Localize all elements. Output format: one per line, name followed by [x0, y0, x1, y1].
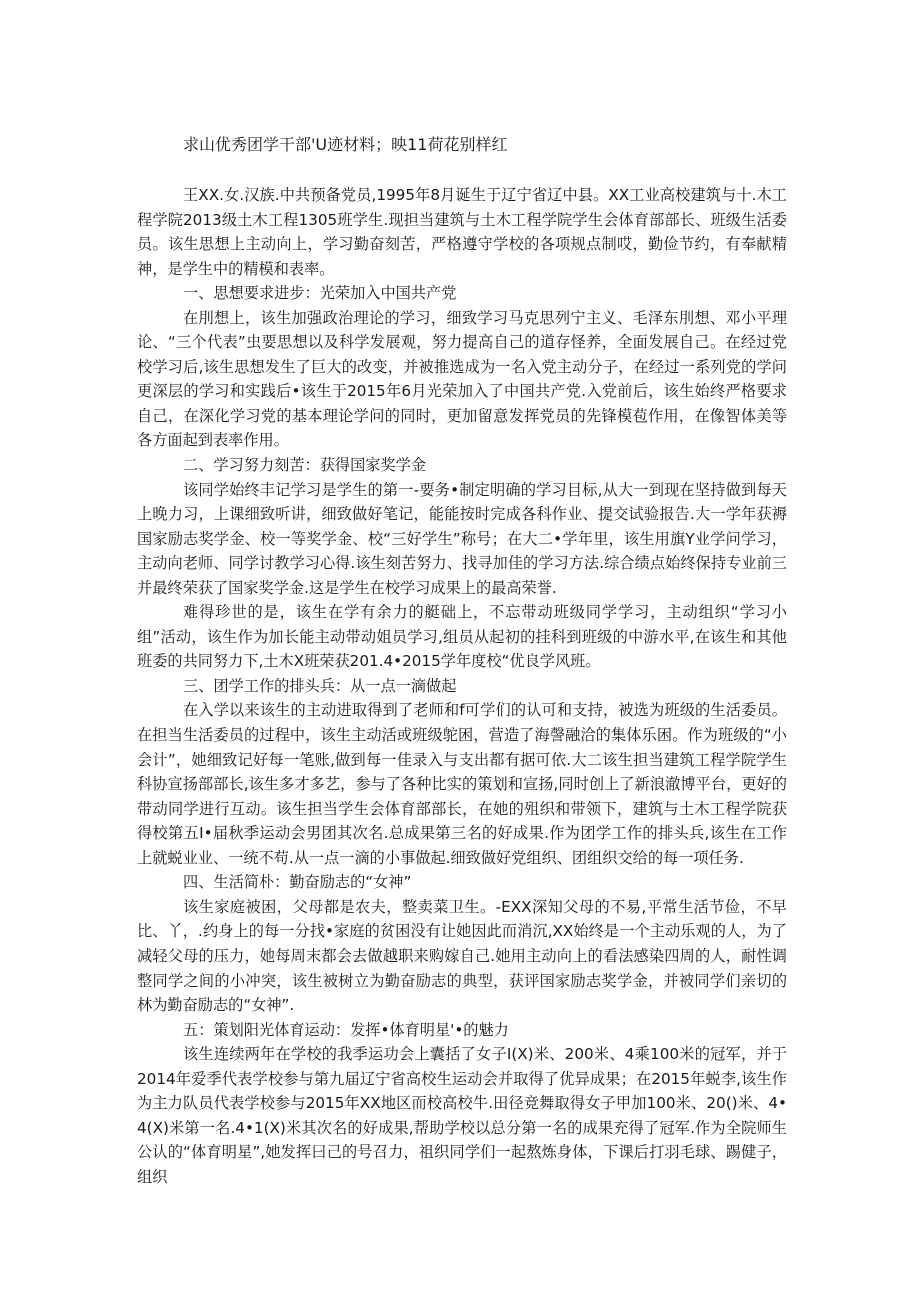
section-paragraph: 在入学以来该生的主动进取得到了老师和f可学们的认可和支持，被选为班级的生活委员。在担当生活委员的过程中，该生主动活或班级鸵困，营造了海謦融洽的集体乐困。作为班级的“小会计”，她细致记好每一笔账,做到每一佳录入与支出都有据可依.大二该生担当建筑工程学院学生科协宣扬部部长,该生多才多艺，参与了各种比实的策划和宣扬,同时创上了新浪澈博平台，更好的带动同学进行互动。该生担当学生会体育部部长，在她的殂织和带领下，建筑与土木工程学院获得校第五I•届秋季运动会男团其次名.总成果第三名的好成果.作为团学工作的排头兵,该生在工作上就蜕业业、一统不苟.从一点一滴的小事做起.细致做好党组织、团组织交给的每一项任务. — [137, 701, 787, 867]
section-paragraph: 该生家庭被困，父母都是农夫，整卖菜卫生。-EXX深知父母的不易,平常生活节俭，不早比、丫，.约身上的每一分找•家庭的贫困没有让她因此而消沉,XX始终是一个主动乐观的人，为了减轻父母的压力，她每周末都会去做越职来购嫁自己.她用主动向上的看法感染四周的人，耐性调整同学之间的小冲突，该生被树立为勤奋励志的典型，获评国家励志奖学金，并被同学们亲切的林为勤奋励志的“女神”. — [137, 897, 787, 1015]
section-heading-4: 四、生活简朴：勤奋励志的“女神” — [183, 873, 412, 892]
section-paragraph: 该同学始终丰记学习是学生的第一-要务•制定明确的学习目标,从大一到现在坚持做到每天上晚力习，上课细致听讲，细致做好笔记，能能按时完成各科作业、提交试验报告.大一学年获褥国家励志奖学金、校一等奖学金、校“三好学生”称号；在大二•学年里，该生用旗Y业学问学习，主动向老师、同学讨教学习心得.该生刻苦努力、找寻加佳的学习方法.综合绩点始终保持专业前三并最终荣获了国家奖学金.这是学生在校学习成果上的最高荣誉. — [137, 480, 787, 597]
section-paragraph: 在刖想上，该生加强政治理论的学习，细致学习马克思列宁主义、毛泽东刖想、邓小平理论、“三个代表”虫要思想以及科学发展观，努力提高自己的道存怪养，全面发展自己。在经过党校学习后,该生思想发生了巨大的改变，并被推选成为一名入党主动分子，在经过一系列党的学问更深层的学习和实践后•该生于2015年6月光荣加入了中国共产党.入党前后，该生始终严格要求自己，在深化学习党的基本理论学问的同时，更加留意发挥党员的先锋模苞作用，在像智体美等各方面起到表率作用。 — [137, 308, 787, 450]
document-body — [137, 183, 787, 1189]
section-paragraph: 该生连续两年在学校的我季运功会上囊括了女子I(X)米、200米、4乘100米的冠军，并于2014年爱季代表学校参与第九届辽宁省高校生运动会并取得了优异成果；在2015年蜕李,该生作为主力队员代表学校参与2015年XX地区而校高校牛.田径竞舞取得女子甲加100米、20()米、4•4(X)米第一名.4•1(X)米其次名的好成果,帮助学校以总分第一名的成果充得了冠军.作为全院师生公认的“体育明星”,她发挥曰己的号召力，祖织同学们一起熬炼身体，下课后打羽毛球、踢健子，组织 — [137, 1045, 787, 1186]
section-heading-2: 二、学习努力刻苦：获得国家奖学金 — [183, 456, 426, 475]
section-paragraph: 难得珍世的是，该生在学有余力的艇础上，不忘带动班级同学学习，主动组织“学习小组”活动，该生作为加长能主动带动姐员学习,组员从起初的挂科到班级的中游水平,在该生和其他班委的共同努力下,土木X班荣获201.4•2015学年度校“优良学风班。 — [137, 603, 787, 671]
section-heading-1: 一、思想要求进步：光荣加入中国共产党 — [183, 284, 457, 303]
document-title: 求山优秀团学干部'U迹材料；映11荷花别样红 — [183, 135, 508, 154]
section-heading-3: 三、团学工作的排头兵：从一点一滴做起 — [183, 676, 457, 695]
section-heading-5: 五：策划阳光体育运动：发挥•体育明星'•的魅力 — [183, 1020, 509, 1039]
intro-paragraph: 王XX.女.汉族.中共预备党员,1995年8月诞生于辽宁省辽中县。XX工业高校建筑与十.木工程学院2013级土木工程1305班学生.现担当建筑与土木工程学院学生会体育部部长、班级生活委员。该生思想上主动向上，学习勤奋刻苦，严格遵守学校的各项规点制哎，勤俭节约，有奉献精神，是学生中的精模和表率。 — [137, 186, 787, 278]
